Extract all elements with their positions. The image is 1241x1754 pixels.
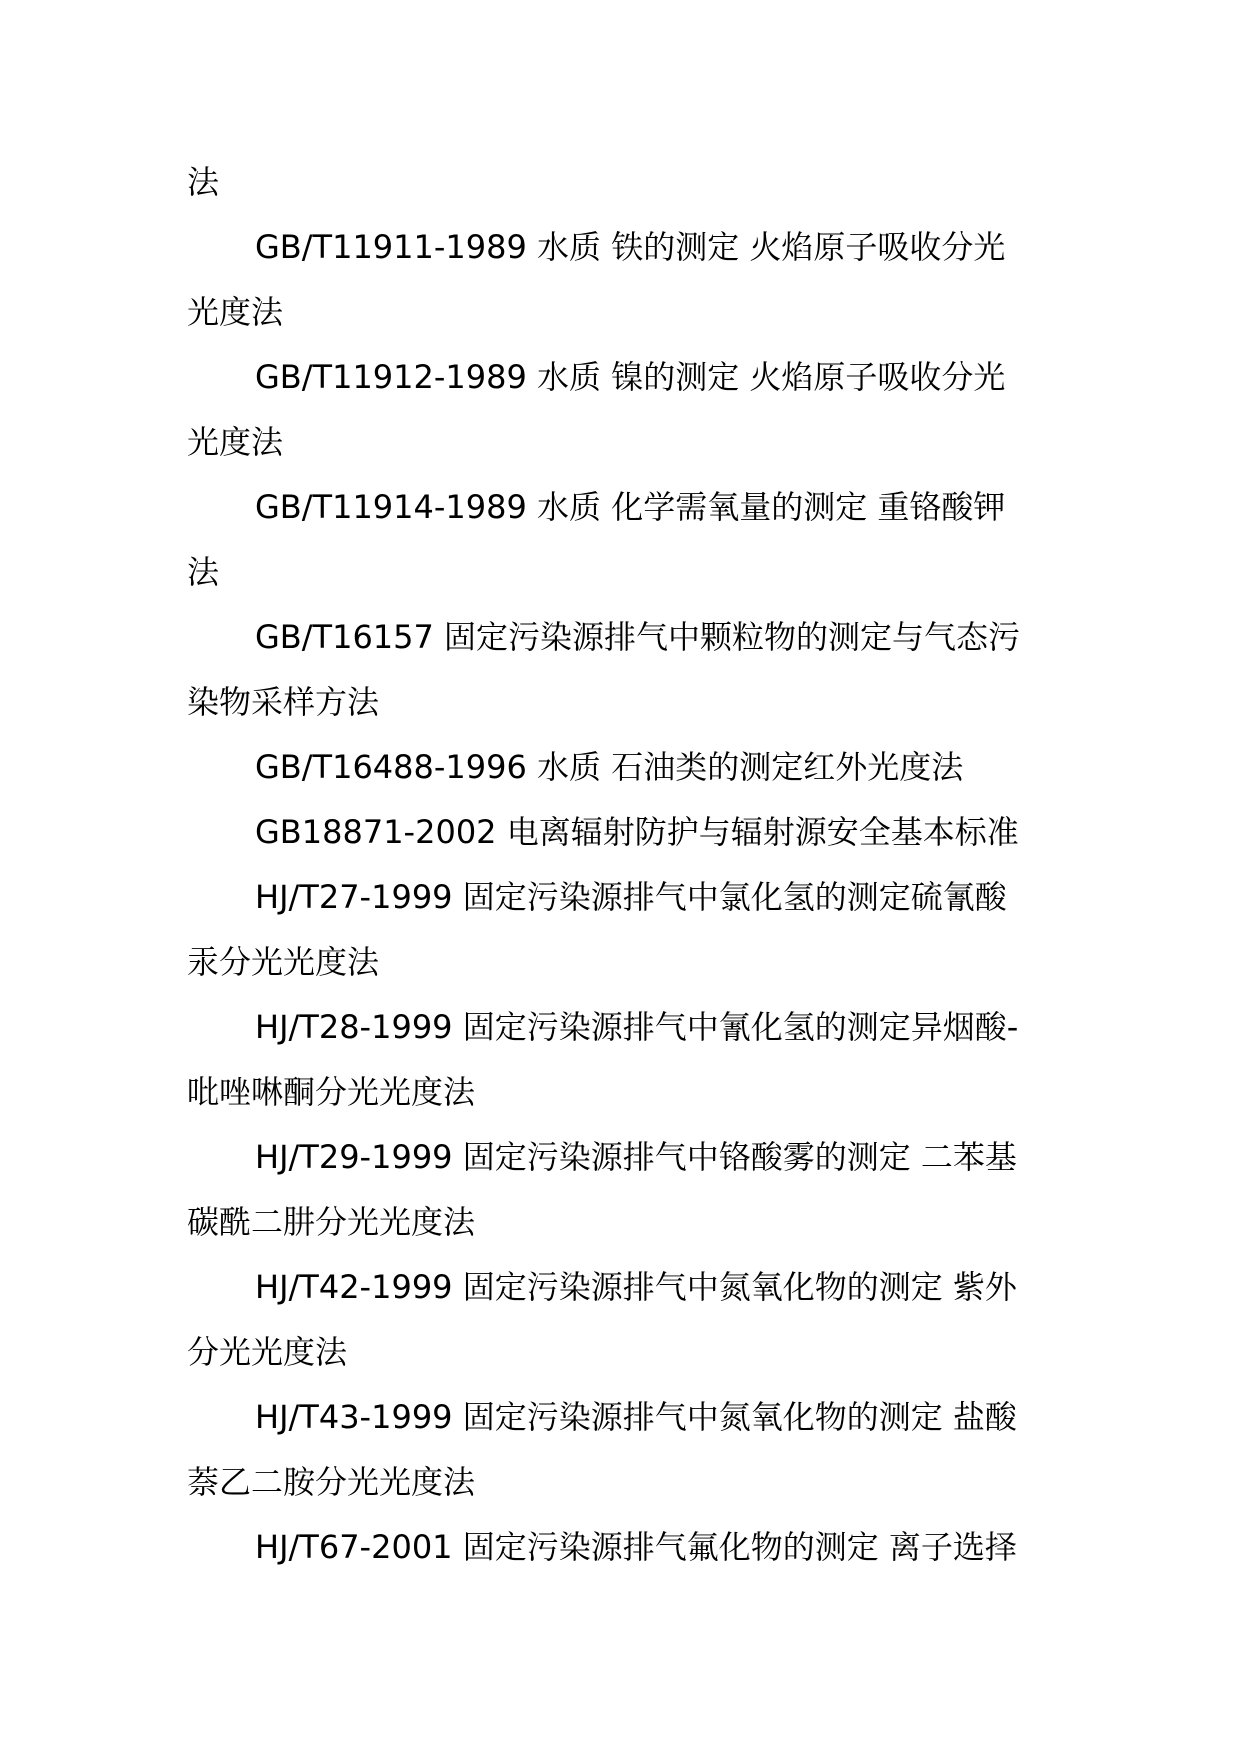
text-line: 光度法 xyxy=(187,293,284,331)
text-line: 法 xyxy=(187,163,220,201)
text-line: GB/T16157 固定污染源排气中颗粒物的测定与气态污 xyxy=(255,618,1021,656)
text-line: 染物采样方法 xyxy=(187,683,380,721)
text-line: GB18871-2002 电离辐射防护与辐射源安全基本标准 xyxy=(255,813,1019,851)
text-line: GB/T11912-1989 水质 镍的测定 火焰原子吸收分光 xyxy=(255,358,1006,396)
text-line: GB/T11914-1989 水质 化学需氧量的测定 重铬酸钾 xyxy=(255,488,1006,526)
text-line: HJ/T42-1999 固定污染源排气中氮氧化物的测定 紫外 xyxy=(255,1268,1017,1306)
text-line: GB/T16488-1996 水质 石油类的测定红外光度法 xyxy=(255,748,964,786)
text-line: 光度法 xyxy=(187,423,284,461)
text-line: 吡唑啉酮分光光度法 xyxy=(187,1073,476,1111)
text-line: GB/T11911-1989 水质 铁的测定 火焰原子吸收分光 xyxy=(255,228,1006,266)
text-line: HJ/T28-1999 固定污染源排气中氰化氢的测定异烟酸- xyxy=(255,1008,1019,1046)
text-line: HJ/T27-1999 固定污染源排气中氯化氢的测定硫氰酸 xyxy=(255,878,1007,916)
text-line: 分光光度法 xyxy=(187,1333,348,1371)
text-line: HJ/T67-2001 固定污染源排气氟化物的测定 离子选择 xyxy=(255,1528,1017,1566)
text-line: HJ/T43-1999 固定污染源排气中氮氧化物的测定 盐酸 xyxy=(255,1398,1017,1436)
text-line: 萘乙二胺分光光度法 xyxy=(187,1463,476,1501)
text-line: 汞分光光度法 xyxy=(187,943,380,981)
text-line: 法 xyxy=(187,553,220,591)
text-line: 碳酰二肼分光光度法 xyxy=(187,1203,476,1241)
document-page xyxy=(187,158,1059,1588)
text-line: HJ/T29-1999 固定污染源排气中铬酸雾的测定 二苯基 xyxy=(255,1138,1017,1176)
